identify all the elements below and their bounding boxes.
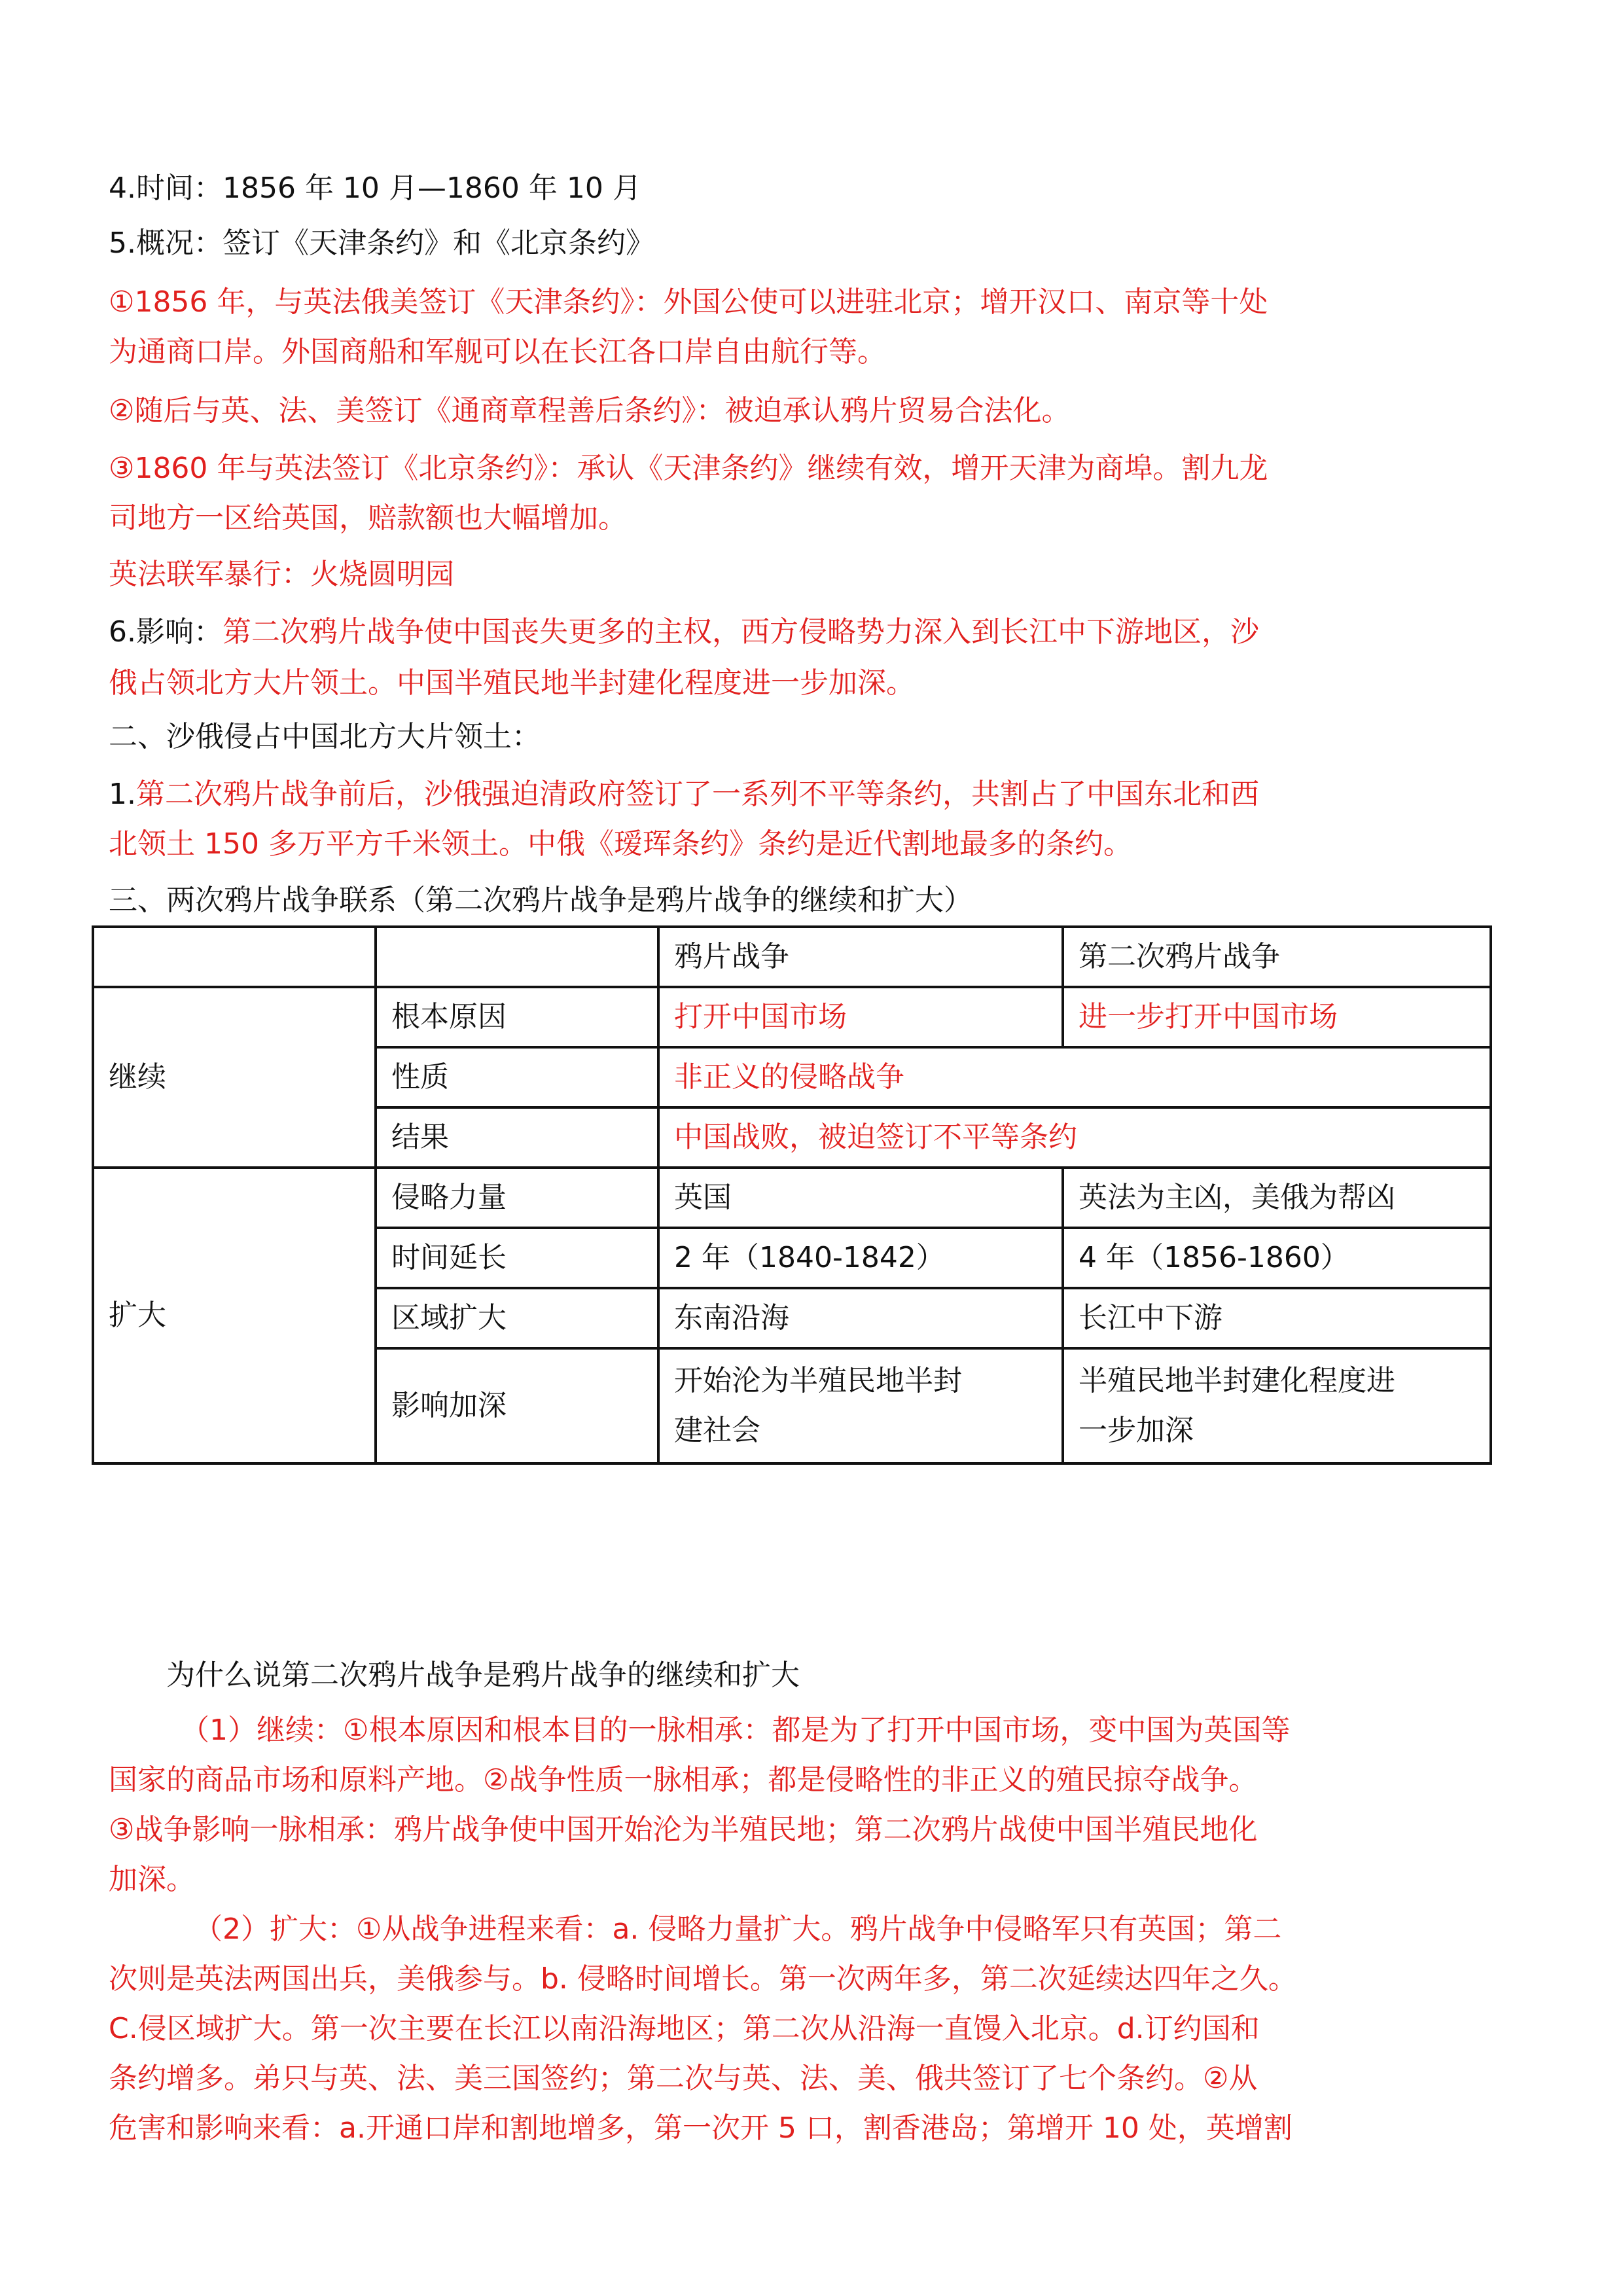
- cell-war2: 进一步打开中国市场: [1063, 987, 1491, 1047]
- table-header-row: [93, 927, 1491, 987]
- cell-war2: [1063, 1348, 1491, 1463]
- table-header-empty-2: [376, 927, 658, 987]
- russia-line-1: [109, 770, 1259, 819]
- beijing-treaty-line-1: ③1860 年与英法签订《北京条约》：承认《天津条约》继续有效，增开天津为商埠。割九龙: [109, 452, 1268, 485]
- cell-war2: 英法为主凶，美俄为帮凶: [1063, 1168, 1491, 1228]
- table-header-war1: 鸦片战争: [658, 927, 1063, 987]
- group-expand-label: 扩大: [93, 1168, 376, 1463]
- tianjin-treaty-line-1: ①1856 年，与英法俄美签订《天津条约》：外国公使可以进驻北京；增开汉口、南京等十处: [109, 285, 1268, 319]
- trade-treaty-line: ②随后与英、法、美签订《通商章程善后条约》：被迫承认鸦片贸易合法化。: [109, 394, 1071, 427]
- cell-war2-line: 半殖民地半封建化程度进: [1079, 1364, 1395, 1397]
- answer-line: ③战争影响一脉相承：鸦片战争使中国开始沦为半殖民地；第二次鸦片战使中国半殖民地化: [109, 1813, 1258, 1846]
- answer-line: 条约增多。弟只与英、法、美三国签约；第二次与英、法、美、俄共签订了七个条约。②从: [109, 2062, 1258, 2095]
- answer-line: （1）继续：①根本原因和根本目的一脉相承：都是为了打开中国市场，变中国为英国等: [181, 1713, 1291, 1747]
- answer-line: 危害和影响来看：a.开通口岸和割地增多，第一次开 5 口，割香港岛；第增开 10 处，英增割: [109, 2111, 1293, 2145]
- cell-war2-line: 一步加深: [1079, 1414, 1194, 1447]
- answer-expand-paragraph: [109, 1905, 1535, 2153]
- cell-war2: 长江中下游: [1063, 1288, 1491, 1348]
- cell-war1: 打开中国市场: [658, 987, 1063, 1047]
- russia-number: 1.: [109, 778, 136, 811]
- group-continue-label: 继续: [93, 987, 376, 1168]
- table-row: [93, 1168, 1491, 1228]
- overview-line: 5.概况：签订《天津条约》和《北京条约》: [109, 226, 654, 260]
- impact-label: 6.影响：: [109, 615, 223, 649]
- row-label: 性质: [376, 1047, 658, 1107]
- russia-line-2: 北领土 150 多万平方千米领土。中俄《瑷珲条约》条约是近代割地最多的条约。: [109, 827, 1132, 861]
- cell-war1: 东南沿海: [658, 1288, 1063, 1348]
- time-line: 4.时间：1856 年 10 月—1860 年 10 月: [109, 171, 641, 205]
- section-two-heading: 二、沙俄侵占中国北方大片领土：: [109, 720, 541, 753]
- answer-line: 次则是英法两国出兵，美俄参与。b. 侵略时间增长。第一次两年多，第二次延续达四年之久。: [109, 1962, 1297, 1996]
- atrocity-line: 英法联军暴行：火烧圆明园: [109, 558, 454, 591]
- table-header-empty-1: [93, 927, 376, 987]
- row-label: 根本原因: [376, 987, 658, 1047]
- impact-line-1: [109, 607, 1259, 657]
- answer-line: （2）扩大：①从战争进程来看：a. 侵略力量扩大。鸦片战争中侵略军只有英国；第二: [194, 1912, 1282, 1946]
- answer-line: 国家的商品市场和原料产地。②战争性质一脉相承；都是侵略性的非正义的殖民掠夺战争。: [109, 1763, 1258, 1797]
- impact-text: 第二次鸦片战争使中国丧失更多的主权，西方侵略势力深入到长江中下游地区，沙: [222, 615, 1259, 649]
- table-row: [93, 987, 1491, 1047]
- cell-war1: 英国: [658, 1168, 1063, 1228]
- answer-line: 加深。: [109, 1863, 195, 1896]
- row-label: 结果: [376, 1107, 658, 1168]
- row-label: 时间延长: [376, 1228, 658, 1288]
- cell-war1-line: 建社会: [674, 1414, 760, 1447]
- row-label: 区域扩大: [376, 1288, 658, 1348]
- russia-text: 第二次鸦片战争前后，沙俄强迫清政府签订了一系列不平等条约，共割占了中国东北和西: [135, 778, 1259, 811]
- answer-line: C.侵区域扩大。第一次主要在长江以南沿海地区；第二次从沿海一直馒入北京。d.订约国和: [109, 2012, 1260, 2045]
- cell-war1: 2 年（1840-1842）: [658, 1228, 1063, 1288]
- row-label: 影响加深: [376, 1348, 658, 1463]
- table-header-war2: 第二次鸦片战争: [1063, 927, 1491, 987]
- impact-line-2: 俄占领北方大片领土。中国半殖民地半封建化程度进一步加深。: [109, 666, 915, 700]
- row-label: 侵略力量: [376, 1168, 658, 1228]
- cell-war1-line: 开始沦为半殖民地半封: [674, 1364, 962, 1397]
- tianjin-treaty-line-2: 为通商口岸。外国商船和军舰可以在长江各口岸自由航行等。: [109, 335, 886, 368]
- section-three-heading: 三、两次鸦片战争联系（第二次鸦片战争是鸦片战争的继续和扩大）: [109, 884, 972, 917]
- question-heading: 为什么说第二次鸦片战争是鸦片战争的继续和扩大: [166, 1659, 800, 1692]
- cell-merged: 非正义的侵略战争: [658, 1047, 1491, 1107]
- cell-merged: 中国战败，被迫签订不平等条约: [658, 1107, 1491, 1168]
- cell-war2: 4 年（1856-1860）: [1063, 1228, 1491, 1288]
- comparison-table: [92, 925, 1492, 1465]
- beijing-treaty-line-2: 司地方一区给英国，赔款额也大幅增加。: [109, 501, 627, 535]
- answer-continue-paragraph: [109, 1706, 1535, 1905]
- cell-war1: [658, 1348, 1063, 1463]
